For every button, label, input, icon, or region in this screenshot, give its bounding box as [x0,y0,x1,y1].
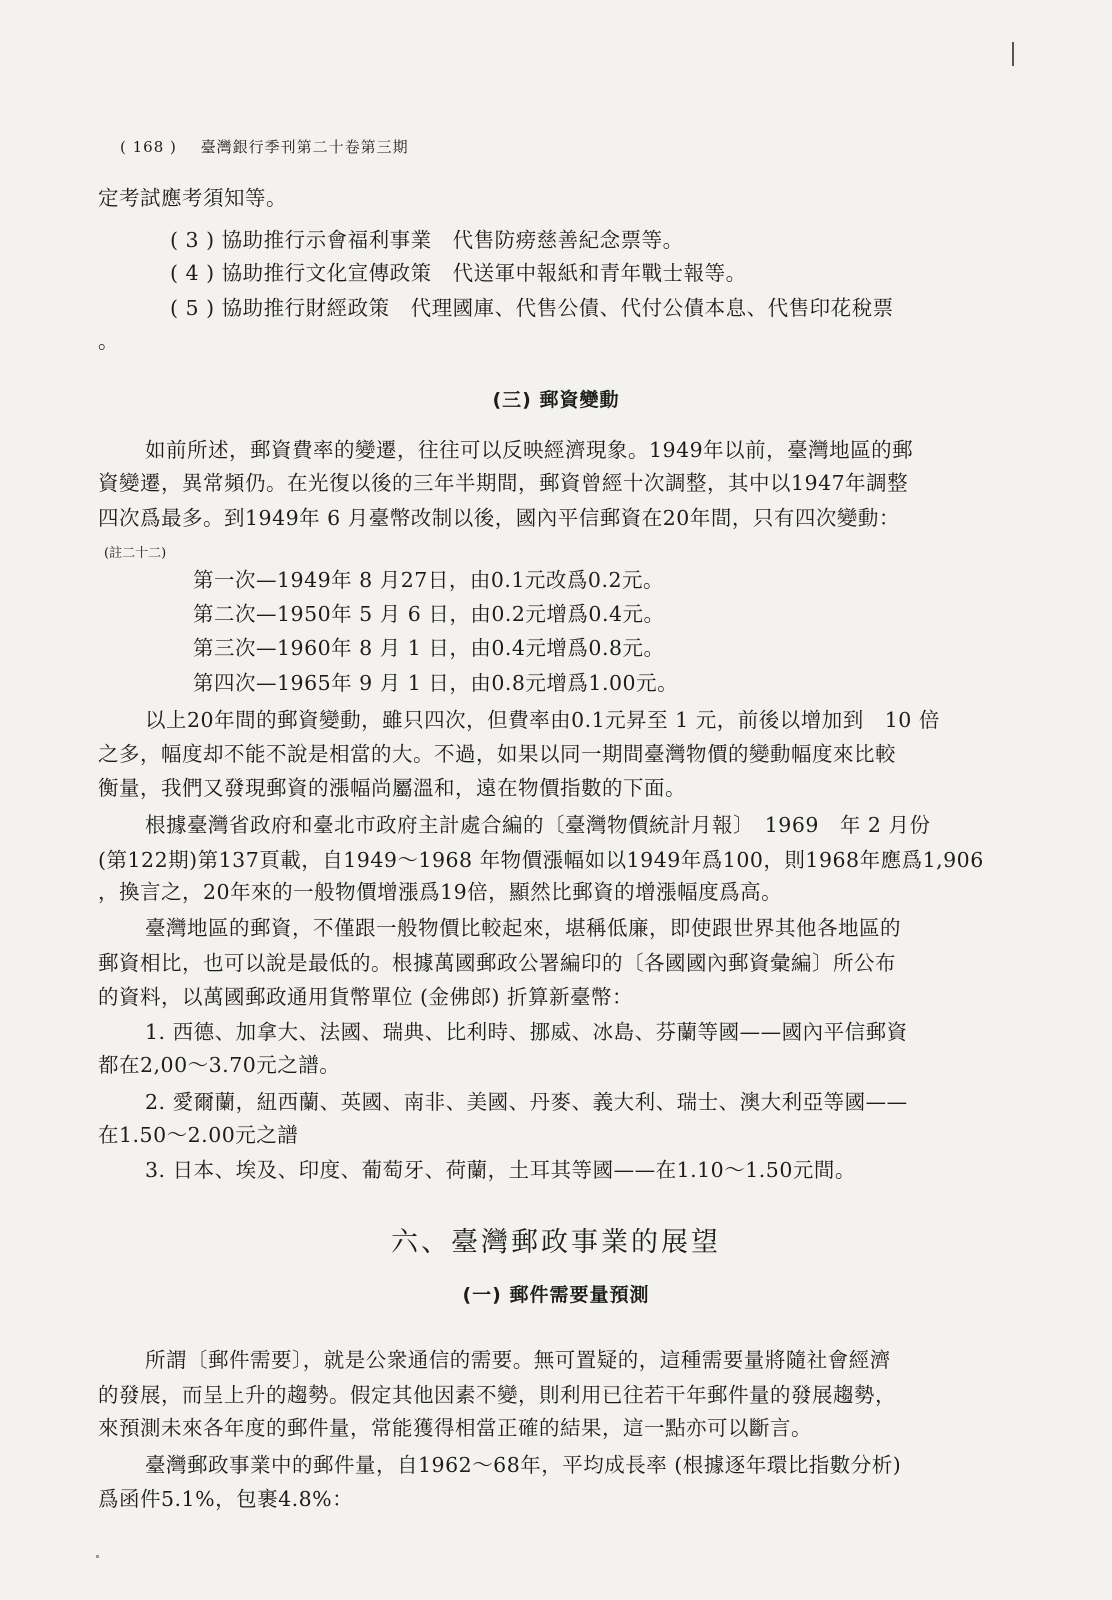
paragraph-line: 臺灣地區的郵資，不僅跟一般物價比較起來，堪稱低廉，即使跟世界其他各地區的 [145,916,901,940]
country-list-item: 3. 日本、埃及、印度、葡萄牙、荷蘭，土耳其等國——在1.10～1.50元間。 [145,1158,856,1182]
scan-speck [96,1555,99,1558]
journal-title: 臺灣銀行季刊第二十卷第三期 [200,138,409,156]
rate-change-item: 第四次—1965年 9 月 1 日，由0.8元增爲1.00元。 [193,671,679,695]
list-item: ( 5 ) 協助推行財經政策 代理國庫、代售公債、代付公債本息、代售印花稅票 [170,296,894,320]
paragraph-line: 的發展，而呈上升的趨勢。假定其他因素不變，則利用已往若干年郵件量的發展趨勢， [98,1383,896,1407]
rate-change-item: 第三次—1960年 8 月 1 日，由0.4元增爲0.8元。 [193,636,665,660]
country-list-item: 在1.50～2.00元之譜 [98,1123,299,1147]
paragraph-line: 衡量，我們又發現郵資的漲幅尚屬溫和，遠在物價指數的下面。 [98,776,686,800]
running-header [120,136,409,157]
paragraph-line: 以上20年間的郵資變動，雖只四次，但費率由0.1元昇至 1 元，前後以增加到 10 倍 [145,708,940,732]
paragraph-line: 如前所述，郵資費率的變遷，往往可以反映經濟現象。1949年以前，臺灣地區的郵 [145,438,914,462]
section-title: (一) 郵件需要量預測 [462,1284,650,1306]
chapter-title: 六、臺灣郵政事業的展望 [391,1227,721,1258]
text-line: 。 [98,329,119,353]
paragraph-line: 爲函件5.1%，包裹4.8%： [98,1487,354,1511]
paragraph-line: 根據臺灣省政府和臺北市政府主計處合編的〔臺灣物價統計月報〕 1969 年 2 月份 [145,813,931,837]
list-item: ( 3 ) 協助推行示會福利事業 代售防痨慈善紀念票等。 [170,228,684,252]
paragraph-line: 的資料，以萬國郵政通用貨幣單位 (金佛郎) 折算新臺幣： [98,985,634,1009]
page-number: ( 168 ) [120,138,177,156]
country-list-item: 1. 西德、加拿大、法國、瑞典、比利時、挪威、冰島、芬蘭等國——國內平信郵資 [145,1020,908,1044]
country-list-item: 2. 愛爾蘭，紐西蘭、英國、南非、美國、丹麥、義大利、瑞士、澳大利亞等國—— [145,1090,908,1114]
paragraph-line: 郵資相比，也可以說是最低的。根據萬國郵政公署編印的〔各國國內郵資彙編〕所公布 [98,951,896,975]
footnote-ref: (註二十二) [104,546,167,561]
list-item: ( 4 ) 協助推行文化宣傳政策 代送軍中報紙和青年戰士報等。 [170,261,747,285]
paragraph-line: 之多，幅度却不能不說是相當的大。不過，如果以同一期間臺灣物價的變動幅度來比較 [98,742,896,766]
rate-change-item: 第二次—1950年 5 月 6 日，由0.2元增爲0.4元。 [193,602,665,626]
paragraph-line: 來預測未來各年度的郵件量，常能獲得相當正確的結果，這一點亦可以斷言。 [98,1416,812,1440]
paragraph-line: 所謂〔郵件需要〕，就是公衆通信的需要。無可置疑的，這種需要量將隨社會經濟 [145,1348,891,1372]
scan-mark [1012,42,1014,66]
paragraph-line: 資變遷，異常頻仍。在光復以後的三年半期間，郵資曾經十次調整，其中以1947年調整 [98,471,909,495]
rate-change-item: 第一次—1949年 8 月27日，由0.1元改爲0.2元。 [193,568,665,592]
section-title: (三) 郵資變動 [492,389,620,411]
paragraph-line: (第122期)第137頁載，自1949～1968 年物價漲幅如以1949年爲100，則1968年應爲1,906 [98,848,984,872]
paragraph-line: 臺灣郵政事業中的郵件量，自1962～68年，平均成長率 (根據逐年環比指數分析) [145,1453,902,1477]
country-list-item: 都在2,00～3.70元之譜。 [98,1053,341,1077]
paragraph-line: ，換言之，20年來的一般物價增漲爲19倍，顯然比郵資的增漲幅度爲高。 [98,880,783,904]
paragraph-line: 四次爲最多。到1949年 6 月臺幣改制以後，國內平信郵資在20年間，只有四次變動： [98,506,900,530]
text-line: 定考試應考須知等。 [98,186,287,210]
